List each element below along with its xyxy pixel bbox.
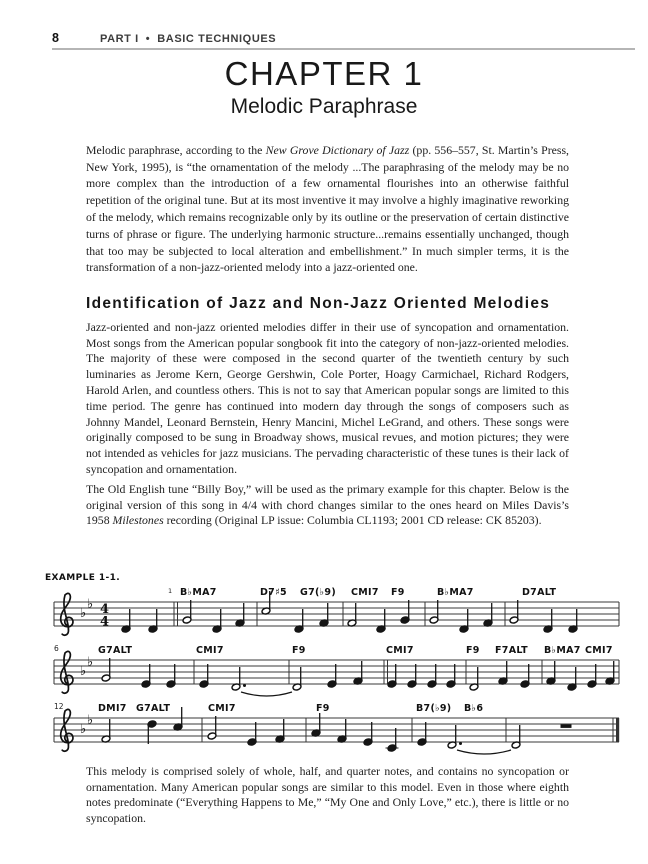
tie: [457, 750, 511, 754]
chord-symbol: CMI7: [386, 645, 414, 656]
key-signature-flat: ♭: [87, 655, 94, 670]
chapter-subtitle: Melodic Paraphrase: [230, 95, 418, 118]
chord-symbol: G7ALT: [98, 645, 133, 656]
note-head: [199, 680, 209, 688]
staff-1: [54, 587, 619, 635]
note-head: [247, 738, 257, 746]
text-run: This melody is comprised solely of whole, half, and quarter notes, and contains no syncopation or ornamentation. Many American popular songs are similar to this model. Even in those where eighth notes predominate (“Everything Happens to Me,” “My One and Only Love,” etc.), there is little or no syncopation.: [86, 763, 569, 826]
note-head: [147, 720, 157, 728]
paragraph-billy-boy: [86, 482, 569, 529]
part-label: PART I: [99, 33, 139, 45]
note-head: [182, 616, 192, 624]
paragraph-intro: [86, 142, 569, 276]
text-run: Jazz-oriented and non-jazz oriented melodies differ in their use of syncopation and ornamentation. Most songs from the American popular songbook fit into the category of non-jazz-oriented melodies. The majority of these were composed in the second quarter of the twentieth century by such luminaries as Jerome Kern, George Gershwin, Cole Porter, Hoagy Carmichael, Richard Rodgers, Harold Arlen, and countless others. This is not to say that American popular songs are limited to this time period. The genre has continued into modern day through the songs of composers such as Johnny Mandel, Leonard Bernstein, Henry Mancini, Michel LeGrand, and others. These songs were originally composed to be sung in Broadway shows, musical revues, and motion pictures; they were not intended as vehicles for jazz musicians. The pervading characteristic of these tunes is their lack of syncopation and ornamentation.: [86, 319, 569, 476]
example-label: EXAMPLE 1-1.: [45, 573, 121, 583]
chord-symbol: CMI7: [585, 645, 613, 656]
text-run: (pp. 556–557, St. Martin’s Press, New York, 1995), is “the ornamentation of the melody ...The paraphrasing of the melody may be no more complex than the introduction of a few ornamental flourishes into an otherwise faithful repetition of the original tune. But at its most inventive it may involve a highly imaginative reworking of the melody, which remains recognizable only by its outline or the preservation of certain distinctive turns of phrase or figure. The underlying harmonic structure...remains essentially unchanged, though that too may be subjected to local alteration and embellishment.” In much simpler terms, it is the transformation of a non-jazz-oriented melody into a jazz-oriented one.: [86, 142, 569, 275]
note-head: [427, 680, 437, 688]
time-signature: 4: [100, 602, 110, 617]
note-head: [509, 616, 519, 624]
note-head: [387, 744, 397, 752]
note-head: [387, 680, 397, 688]
note-head: [429, 616, 439, 624]
text-run: New Grove Dictionary of Jazz: [265, 142, 410, 157]
chord-symbol: B7(♭9): [416, 703, 452, 714]
note-head: [327, 680, 337, 688]
running-header-text: [100, 33, 276, 45]
chord-symbol: G7ALT: [136, 703, 171, 714]
text-run: recording (Original LP issue: Columbia CL1193; 2001 CD release: CK 85203).: [163, 513, 542, 528]
note-head: [101, 674, 111, 682]
chord-symbol: B♭6: [464, 703, 484, 714]
augmentation-dot: [459, 742, 462, 745]
page-number: 8: [52, 31, 59, 45]
chord-symbol: DMI7: [98, 703, 127, 714]
music-svg: [48, 584, 626, 760]
chord-symbol: D7♯5: [260, 587, 287, 598]
text-run: Melodic paraphrase, according to the: [86, 142, 266, 157]
note-head: [520, 680, 530, 688]
chord-symbol: B♭MA7: [544, 645, 581, 656]
time-signature: 4: [100, 614, 110, 630]
key-signature-flat: ♭: [80, 722, 87, 737]
chord-symbol: F9: [316, 703, 330, 714]
note-head: [207, 732, 217, 740]
chapter-title: CHAPTER 1: [224, 55, 424, 92]
chord-symbol: CMI7: [208, 703, 236, 714]
chord-symbol: F9: [292, 645, 306, 656]
note-head: [166, 680, 176, 688]
chord-symbol: G7(♭9): [300, 587, 336, 598]
staff-3: [54, 702, 619, 754]
chord-symbol: F7ALT: [495, 645, 528, 656]
note-head: [407, 680, 417, 688]
note-head: [446, 680, 456, 688]
key-signature-flat: ♭: [87, 713, 94, 728]
note-head: [587, 680, 597, 688]
note-head: [141, 680, 151, 688]
measure-number: 1: [168, 587, 173, 595]
augmentation-dot: [243, 684, 246, 687]
chord-symbol: F9: [391, 587, 405, 598]
note-head: [417, 738, 427, 746]
paragraph-conclusion: [86, 764, 569, 827]
note-head: [400, 616, 410, 624]
key-signature-flat: ♭: [80, 606, 87, 621]
section-label: BASIC TECHNIQUES: [157, 33, 277, 45]
barline-final-thick: [616, 718, 619, 742]
running-header: [52, 31, 635, 50]
text-run: The Old English tune “Billy Boy,” will be used as the primary example for this chapter. Below is the original version of this song in 4/4 with chord changes similar to the ones heard on Miles Davis’s 1958: [86, 481, 569, 528]
chord-symbol: F9: [466, 645, 480, 656]
paragraph-identification: [86, 320, 569, 478]
chord-symbol: B♭MA7: [180, 587, 217, 598]
chord-symbol: B♭MA7: [437, 587, 474, 598]
whole-rest: [561, 725, 572, 728]
chord-symbol: CMI7: [351, 587, 379, 598]
measure-number: 12: [54, 702, 64, 711]
text-run: Milestones: [112, 513, 164, 528]
note-head: [363, 738, 373, 746]
staff-2: [54, 644, 619, 696]
section-heading: Identification of Jazz and Non-Jazz Oriented Melodies: [86, 294, 551, 312]
bullet-separator: •: [145, 33, 151, 45]
chord-symbol: CMI7: [196, 645, 224, 656]
key-signature-flat: ♭: [87, 597, 94, 612]
measure-number: 6: [54, 644, 59, 653]
chord-symbol: D7ALT: [522, 587, 557, 598]
key-signature-flat: ♭: [80, 664, 87, 679]
tie: [241, 692, 292, 696]
